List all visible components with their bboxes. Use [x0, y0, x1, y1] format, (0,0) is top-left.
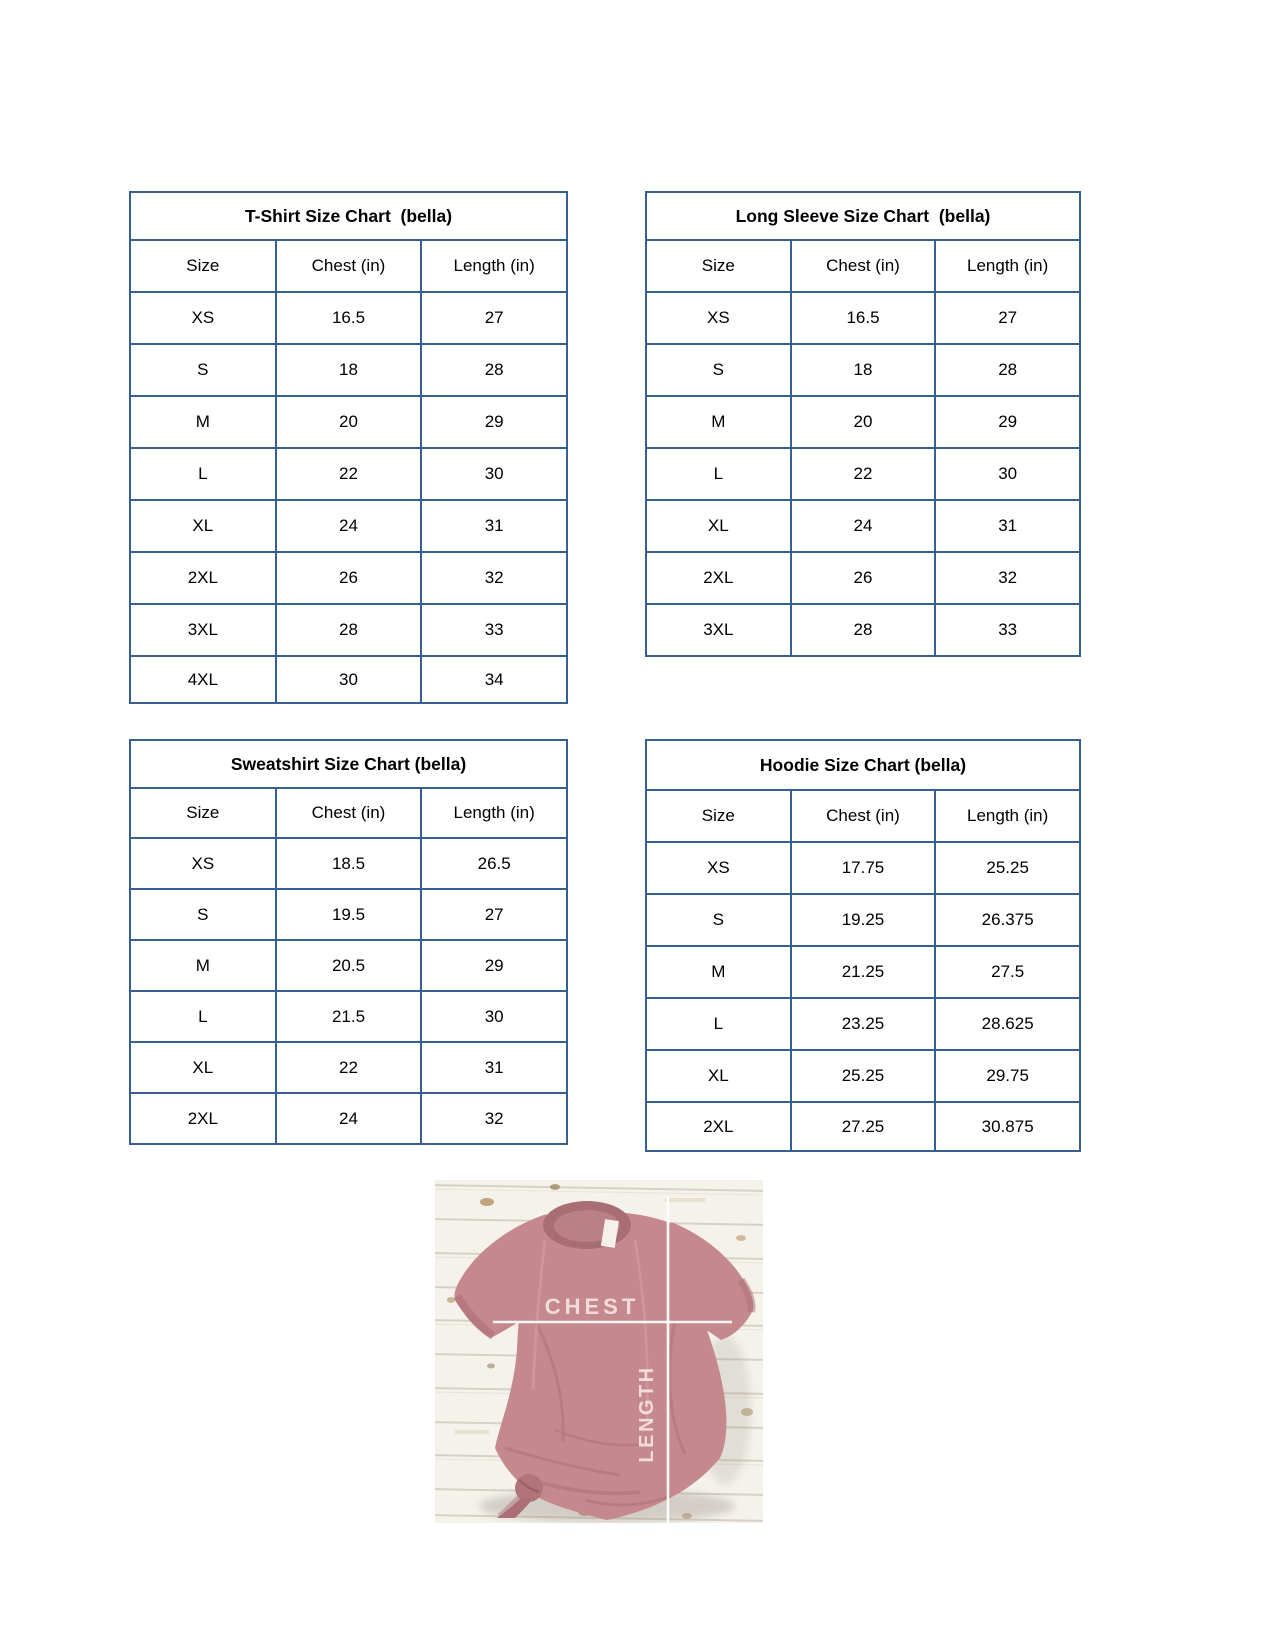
table-cell: 26.5 [421, 838, 567, 889]
table-row [130, 991, 567, 1042]
table-cell: XS [130, 292, 276, 344]
table-cell: 24 [276, 1093, 422, 1144]
column-header: Size [646, 240, 791, 292]
table-cell: 2XL [646, 1102, 791, 1151]
table-cell: 20 [276, 396, 422, 448]
column-header: Length (in) [935, 790, 1080, 842]
table-row [130, 448, 567, 500]
table-cell: 18 [276, 344, 422, 396]
table-row [130, 889, 567, 940]
table-row [646, 998, 1080, 1050]
table-cell: XS [130, 838, 276, 889]
table-row [646, 500, 1080, 552]
table-cell: 28 [421, 344, 567, 396]
table-cell: 31 [935, 500, 1080, 552]
table-cell: 28 [791, 604, 936, 656]
size-table-sweatshirt [129, 739, 568, 1145]
table-cell: 19.25 [791, 894, 936, 946]
table-cell: XL [646, 1050, 791, 1102]
column-header: Size [130, 788, 276, 838]
table-cell: 28.625 [935, 998, 1080, 1050]
table-row [646, 292, 1080, 344]
length-label: LENGTH [636, 1365, 658, 1463]
table-cell: M [130, 396, 276, 448]
table-title: Sweatshirt Size Chart (bella) [130, 740, 567, 788]
table-cell: 17.75 [791, 842, 936, 894]
table-cell: 30 [276, 656, 422, 703]
column-header: Length (in) [421, 240, 567, 292]
column-header: Size [646, 790, 791, 842]
table-cell: 27 [421, 889, 567, 940]
table-row [130, 604, 567, 656]
table-row [130, 292, 567, 344]
size-table-tshirt [129, 191, 568, 704]
table-cell: 21.5 [276, 991, 422, 1042]
table-cell: 32 [421, 552, 567, 604]
table-cell: 24 [276, 500, 422, 552]
table-title: T-Shirt Size Chart (bella) [130, 192, 567, 240]
table-cell: 33 [935, 604, 1080, 656]
table-cell: 31 [421, 500, 567, 552]
size-table-long-sleeve [645, 191, 1081, 657]
table-cell: 32 [421, 1093, 567, 1144]
table-row [646, 552, 1080, 604]
table-cell: 26.375 [935, 894, 1080, 946]
table-row [646, 344, 1080, 396]
column-header: Chest (in) [791, 240, 936, 292]
table-cell: 28 [935, 344, 1080, 396]
table-row [646, 894, 1080, 946]
table-cell: 19.5 [276, 889, 422, 940]
table-row [646, 1102, 1080, 1151]
table-cell: 3XL [646, 604, 791, 656]
table-cell: S [130, 344, 276, 396]
table-cell: 27.25 [791, 1102, 936, 1151]
table-cell: 25.25 [791, 1050, 936, 1102]
table-cell: M [646, 396, 791, 448]
table-cell: 20.5 [276, 940, 422, 991]
table-row [646, 842, 1080, 894]
table-cell: 16.5 [276, 292, 422, 344]
table-cell: 16.5 [791, 292, 936, 344]
table-cell: L [130, 991, 276, 1042]
column-header: Chest (in) [276, 240, 422, 292]
table-cell: 30.875 [935, 1102, 1080, 1151]
table-cell: XS [646, 292, 791, 344]
table-cell: 21.25 [791, 946, 936, 998]
table-title: Hoodie Size Chart (bella) [646, 740, 1080, 790]
table-cell: 3XL [130, 604, 276, 656]
table-cell: 27 [935, 292, 1080, 344]
table-title: Long Sleeve Size Chart (bella) [646, 192, 1080, 240]
table-cell: 2XL [130, 552, 276, 604]
table-row [130, 500, 567, 552]
table-row [130, 656, 567, 703]
column-header: Length (in) [935, 240, 1080, 292]
table-cell: 24 [791, 500, 936, 552]
table-cell: 29 [421, 396, 567, 448]
table-row [646, 396, 1080, 448]
table-cell: 34 [421, 656, 567, 703]
table-cell: 29 [421, 940, 567, 991]
table-cell: 2XL [130, 1093, 276, 1144]
collar [543, 1201, 631, 1249]
table-cell: M [130, 940, 276, 991]
table-row [646, 946, 1080, 998]
table-cell: 31 [421, 1042, 567, 1093]
table-cell: 18.5 [276, 838, 422, 889]
table-row [646, 448, 1080, 500]
table-cell: 25.25 [935, 842, 1080, 894]
table-row [646, 1050, 1080, 1102]
table-cell: L [646, 448, 791, 500]
table-cell: 27.5 [935, 946, 1080, 998]
table-row [130, 552, 567, 604]
table-cell: 2XL [646, 552, 791, 604]
table-cell: M [646, 946, 791, 998]
table-row [130, 838, 567, 889]
table-cell: 30 [421, 448, 567, 500]
column-header: Chest (in) [276, 788, 422, 838]
product-photo [435, 1180, 763, 1523]
table-row [130, 344, 567, 396]
table-cell: 22 [276, 448, 422, 500]
table-cell: L [130, 448, 276, 500]
table-cell: XS [646, 842, 791, 894]
table-cell: S [646, 344, 791, 396]
table-cell: 23.25 [791, 998, 936, 1050]
table-cell: 33 [421, 604, 567, 656]
table-row [646, 604, 1080, 656]
table-cell: XL [130, 1042, 276, 1093]
column-header: Size [130, 240, 276, 292]
table-cell: 32 [935, 552, 1080, 604]
table-cell: 29.75 [935, 1050, 1080, 1102]
table-cell: 27 [421, 292, 567, 344]
table-cell: L [646, 998, 791, 1050]
table-row [130, 396, 567, 448]
table-cell: S [130, 889, 276, 940]
column-header: Chest (in) [791, 790, 936, 842]
table-cell: 22 [791, 448, 936, 500]
table-cell: 20 [791, 396, 936, 448]
chest-label: CHEST [544, 1294, 640, 1319]
table-cell: XL [646, 500, 791, 552]
table-cell: 26 [276, 552, 422, 604]
table-cell: 28 [276, 604, 422, 656]
table-row [130, 940, 567, 991]
measurement-photo-graphic [435, 1180, 763, 1523]
table-cell: 30 [935, 448, 1080, 500]
table-row [130, 1093, 567, 1144]
table-cell: 30 [421, 991, 567, 1042]
table-cell: 26 [791, 552, 936, 604]
table-cell: XL [130, 500, 276, 552]
size-table-hoodie [645, 739, 1081, 1152]
table-cell: 22 [276, 1042, 422, 1093]
table-cell: 18 [791, 344, 936, 396]
table-cell: 4XL [130, 656, 276, 703]
table-cell: S [646, 894, 791, 946]
table-row [130, 1042, 567, 1093]
table-cell: 29 [935, 396, 1080, 448]
column-header: Length (in) [421, 788, 567, 838]
